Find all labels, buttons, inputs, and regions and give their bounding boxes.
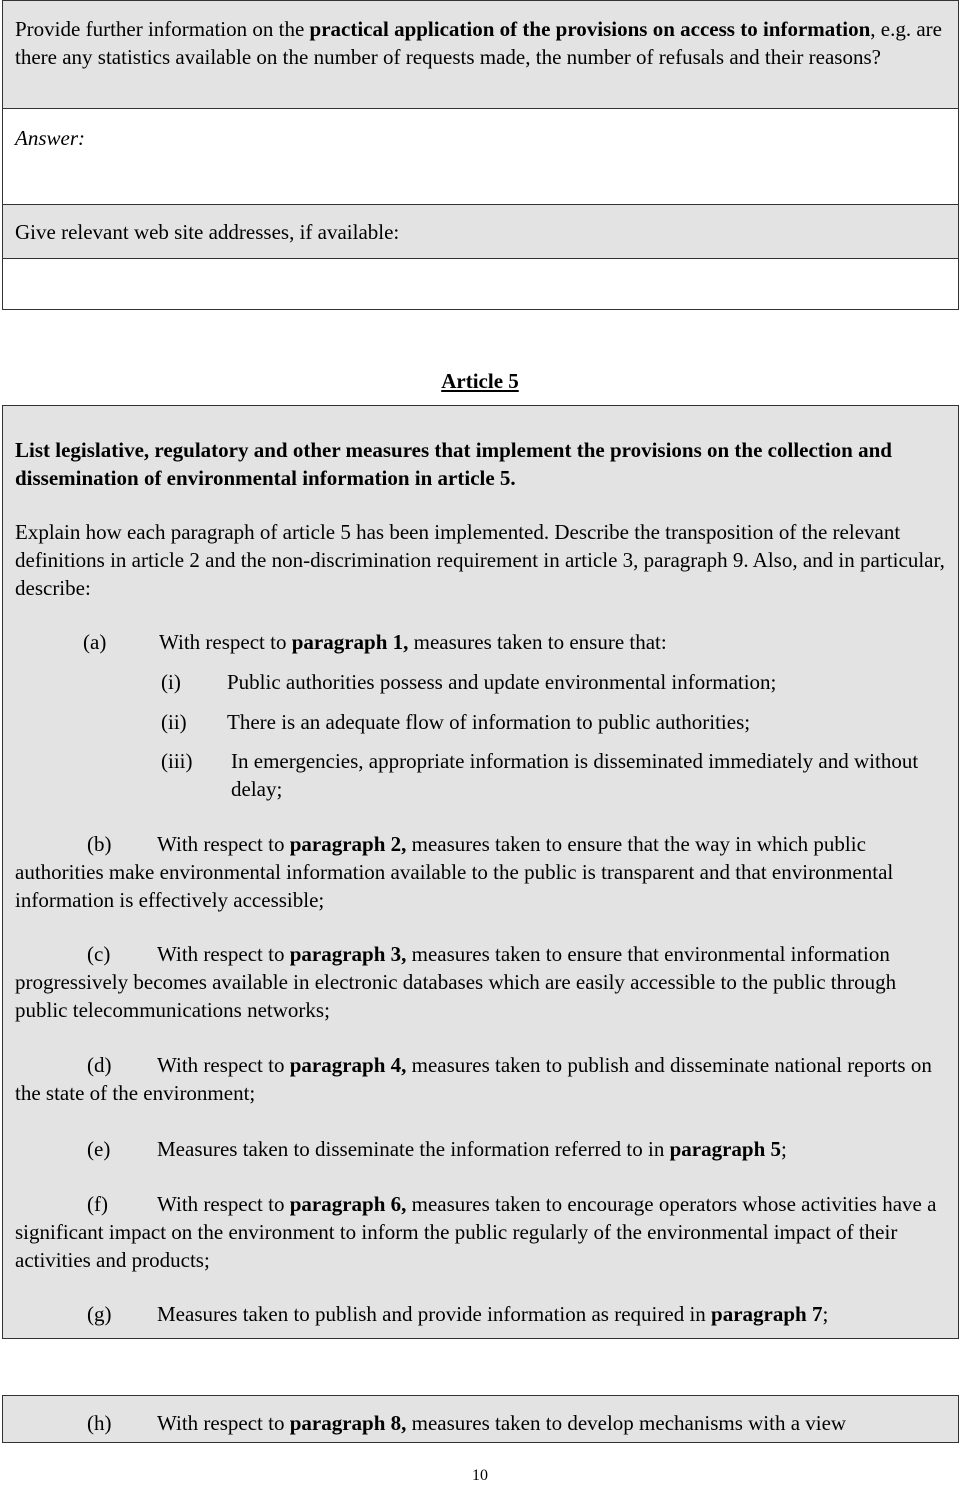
item-g-text: Measures taken to publish and provide information as required in paragraph 7; [157,1302,829,1326]
item-h-label: (h) [87,1411,112,1435]
item-a-sub-i-label: (i) [161,670,181,694]
item-b-label: (b) [87,832,112,856]
item-a-text: With respect to paragraph 1, measures taken to ensure that: [159,630,667,654]
item-a-sub-ii-text: There is an adequate flow of information to public authorities; [227,710,751,734]
item-b-text: (b) With respect to paragraph 2, measures taken to ensure that the way in which public authorities make environmental information available to the public is transparent and that environmental information is effectively accessible; [15,832,894,912]
item-f-text: (f) With respect to paragraph 6, measures taken to encourage operators whose activities have a significant impact on the environment to inform the public regularly of the environmental impact of their activities and products; [15,1192,937,1272]
item-d-text: (d) With respect to paragraph 4, measures taken to publish and disseminate national reports on the state of the environment; [15,1053,932,1105]
page-number: 10 [472,1467,488,1484]
article-5-instruction-box [2,405,959,1339]
article-title: Article 5 [441,369,519,393]
answer-label: Answer: [15,126,85,150]
web-site-label: Give relevant web site addresses, if available: [15,220,400,244]
item-a-sub-iii-label: (iii) [161,749,193,773]
answer-box[interactable] [2,108,959,206]
list-instruction: List legislative, regulatory and other measures that implement the provisions on the collection and dissemination of environmental information in article 5. [15,438,892,490]
item-g-label: (g) [87,1302,112,1326]
item-e-label: (e) [87,1137,111,1161]
question-box-practical-application [2,0,959,110]
web-site-answer-box[interactable] [2,258,959,310]
item-a-sub-i-text: Public authorities possess and update environmental information; [227,670,777,694]
item-c-label: (c) [87,942,111,966]
item-a-label: (a) [83,630,107,654]
item-a-sub-iii-text: In emergencies, appropriate information is disseminated immediately and without delay; [231,749,919,801]
question-text: Provide further information on the practical application of the provisions on access to information, e.g. are there any statistics available on the number of requests made, the number of refusals and their reasons? [15,17,942,69]
item-h-box [2,1395,959,1443]
explain-instruction: Explain how each paragraph of article 5 has been implemented. Describe the transposition of the relevant definitions in article 2 and the non-discrimination requirement in article 3, paragraph 9. Also, and in particular, describe: [15,520,945,600]
item-c-text: (c) With respect to paragraph 3, measures taken to ensure that environmental information progressively becomes available in electronic databases which are easily accessible to the public through public telecommunications networks; [15,942,897,1022]
item-d-label: (d) [87,1053,112,1077]
item-e-text: Measures taken to disseminate the information referred to in paragraph 5; [157,1137,787,1161]
web-site-question-box [2,204,959,260]
item-a-sub-ii-label: (ii) [161,710,187,734]
item-h-text: With respect to paragraph 8, measures taken to develop mechanisms with a view [157,1411,847,1435]
item-f-label: (f) [87,1192,108,1216]
